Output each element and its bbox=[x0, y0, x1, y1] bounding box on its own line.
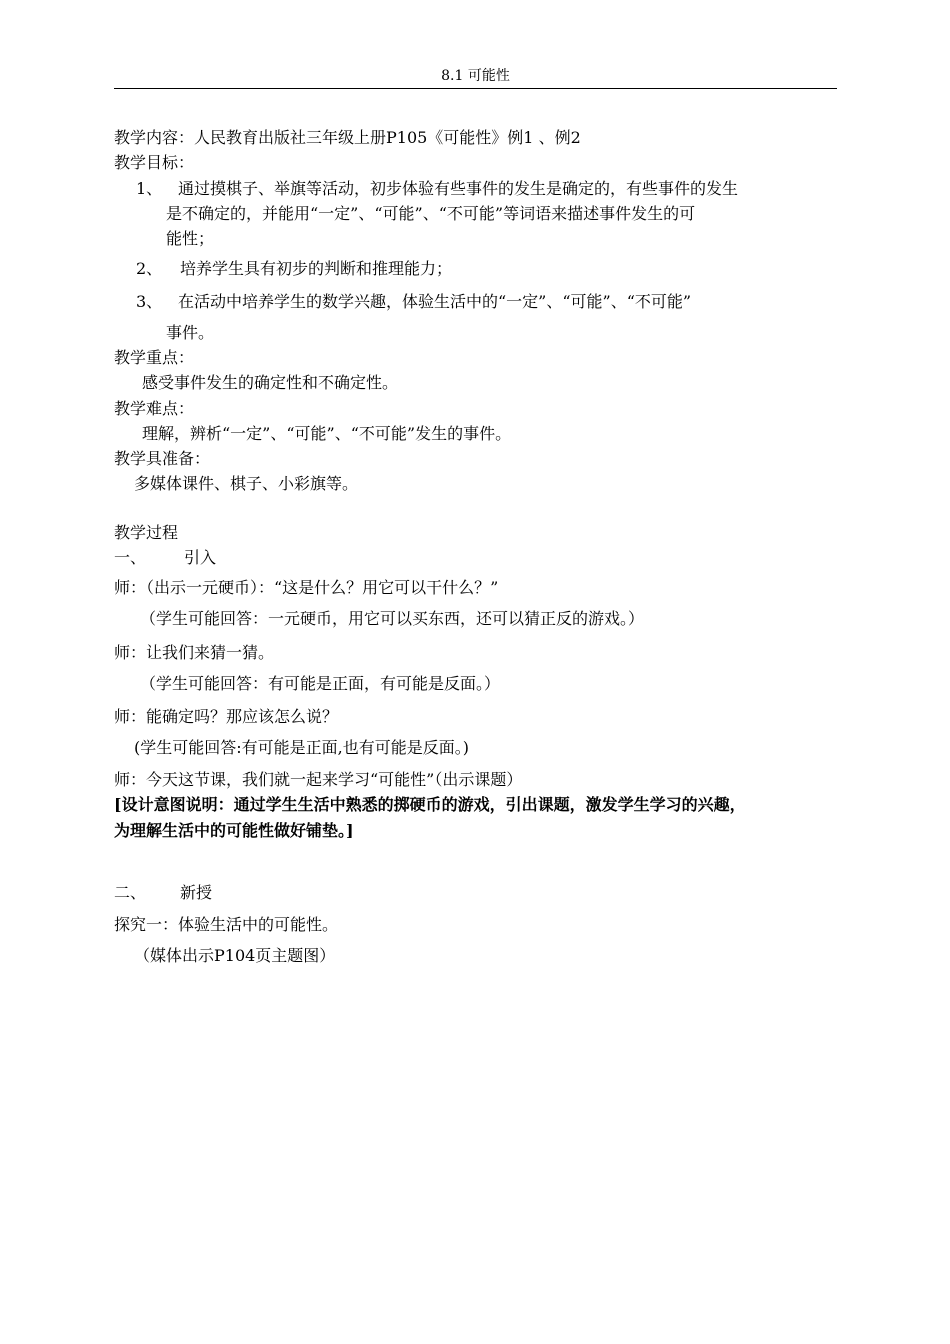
dialogue-line: 师：让我们来猜一猜。 bbox=[114, 643, 275, 662]
media-note: （媒体出示P104页主题图） bbox=[134, 946, 336, 965]
objective-item-1-cont: 能性； bbox=[166, 229, 215, 248]
difficulties-heading: 教学难点： bbox=[114, 399, 195, 418]
objective-item-1-cont: 是不确定的，并能用“一定”、“可能”、“不可能”等词语来描述事件发生的可 bbox=[166, 204, 696, 223]
process-heading: 教学过程 bbox=[114, 523, 179, 542]
objective-text: 在活动中培养学生的数学兴趣，体验生活中的“一定”、“可能”、“不可能” bbox=[178, 292, 692, 311]
objective-text: 通过摸棋子、举旗等活动，初步体验有些事件的发生是确定的，有些事件的发生 bbox=[178, 179, 739, 198]
section-number: 二、 bbox=[114, 883, 147, 902]
objectives-heading: 教学目标： bbox=[114, 153, 195, 172]
page-title: 8.1 可能性 bbox=[441, 68, 510, 84]
design-note: [设计意图说明：通过学生生活中熟悉的掷硬币的游戏，引出课题，激发学生学习的兴趣， bbox=[114, 795, 746, 814]
key-points-text: 感受事件发生的确定性和不确定性。 bbox=[142, 373, 399, 392]
key-points-heading: 教学重点： bbox=[114, 348, 195, 367]
section-title: 新授 bbox=[180, 883, 213, 902]
explore-1: 探究一：体验生活中的可能性。 bbox=[114, 915, 339, 934]
dialogue-line: （学生可能回答：一元硬币，用它可以买东西，还可以猜正反的游戏。） bbox=[140, 609, 645, 628]
dialogue-line: 师：（出示一元硬币）：“这是什么？用它可以干什么？” bbox=[114, 578, 499, 597]
dialogue-line: (学生可能回答:有可能是正面,也有可能是反面。) bbox=[134, 738, 469, 757]
section-new-heading bbox=[114, 882, 844, 904]
page-header bbox=[114, 66, 837, 89]
dialogue-line: 师：今天这节课，我们就一起来学习“可能性”（出示课题） bbox=[114, 770, 523, 789]
dialogue-line: 师：能确定吗？那应该怎么说？ bbox=[114, 707, 339, 726]
section-number: 一、 bbox=[114, 548, 147, 567]
objective-item-1 bbox=[136, 178, 866, 200]
objective-number: 1、 bbox=[136, 179, 163, 198]
materials-text: 多媒体课件、棋子、小彩旗等。 bbox=[134, 474, 359, 493]
teaching-content: 教学内容：人民教育出版社三年级上册P105《可能性》例1 、例2 bbox=[114, 128, 581, 147]
objective-item-2 bbox=[136, 258, 866, 280]
section-intro-heading bbox=[114, 547, 844, 569]
objective-number: 3、 bbox=[136, 292, 163, 311]
objective-number: 2、 bbox=[136, 259, 163, 278]
materials-heading: 教学具准备： bbox=[114, 449, 211, 468]
objective-text: 培养学生具有初步的判断和推理能力； bbox=[180, 259, 453, 278]
objective-item-3 bbox=[136, 291, 866, 313]
section-title: 引入 bbox=[184, 548, 217, 567]
difficulties-text: 理解，辨析“一定”、“可能”、“不可能”发生的事件。 bbox=[142, 424, 512, 443]
design-note-cont: 为理解生活中的可能性做好铺垫。] bbox=[114, 821, 354, 840]
objective-item-3-cont: 事件。 bbox=[166, 323, 215, 342]
dialogue-line: （学生可能回答：有可能是正面，有可能是反面。） bbox=[140, 674, 501, 693]
